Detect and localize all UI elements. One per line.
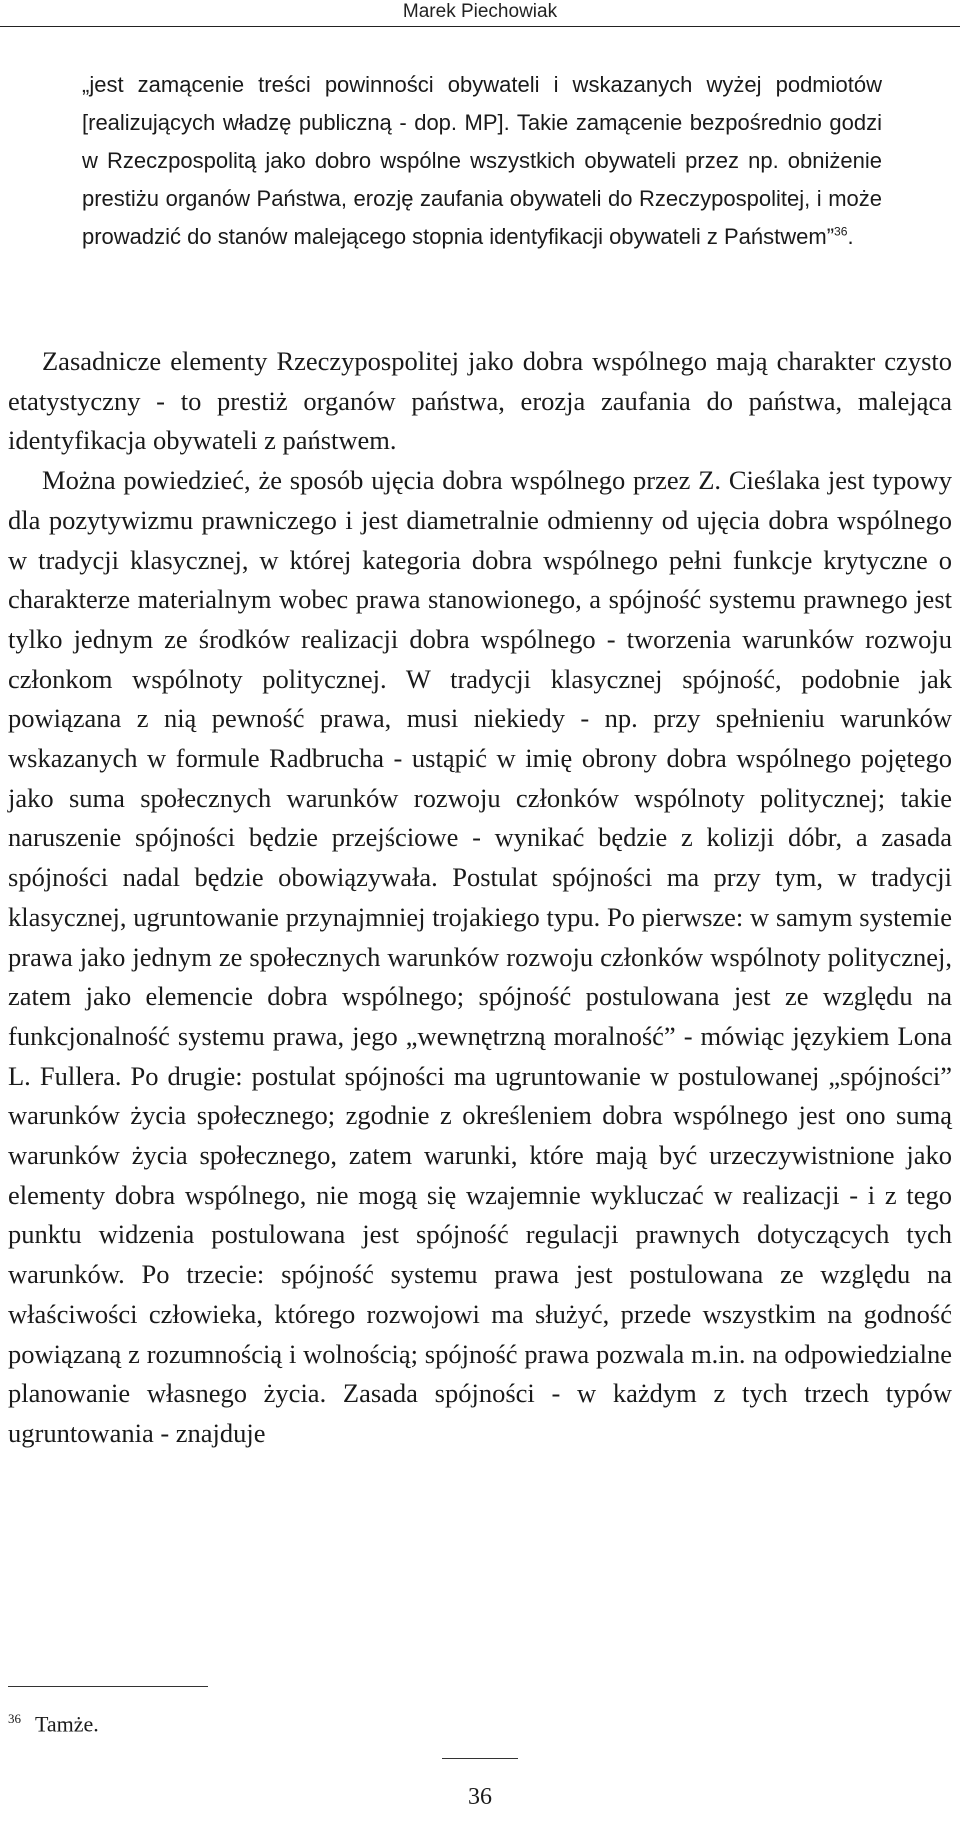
running-head: Marek Piechowiak <box>402 1 558 22</box>
footnote-reference[interactable]: 36 <box>834 224 848 239</box>
footnote <box>8 1704 608 1739</box>
quote-text: „jest zamącenie treści powinności obywateli i wskazanych wyżej podmiotów [realizujących władzę publiczną - dop. MP]. Takie zamącenie bezpośrednio godzi w Rzeczpospolitą jako dobro wspólne wszystkich obywateli przez np. obniżenie prestiżu organów Państwa, erozję zaufania obywateli do Rzeczypospolitej, i może prowadzić do stanów malejącego stopnia identyfikacji obywateli z Państwem” <box>82 72 882 249</box>
main-text <box>8 342 952 1454</box>
page-number-rule <box>442 1758 518 1759</box>
paragraph: Zasadnicze elementy Rzeczypospolitej jako dobra wspólnego mają charakter czysto etatystyczny - to prestiż organów państwa, erozja zaufania do państwa, malejąca identyfikacja obywateli z państwem. <box>8 346 952 456</box>
quote-end: . <box>847 224 854 249</box>
header-rule <box>0 26 960 27</box>
footnote-rule <box>8 1686 208 1687</box>
quote-paragraph <box>82 66 882 256</box>
footnote-text: Tamże. <box>35 1711 99 1737</box>
page-number: 36 <box>468 1784 492 1810</box>
paragraph: Można powiedzieć, że sposób ujęcia dobra wspólnego przez Z. Cieślaka jest typowy dla pozytywizmu prawniczego i jest diametralnie odmienny od ujęcia dobra wspólnego w tradycji klasycznej, w której kategoria dobra wspólnego pełni funkcje krytyczne o charakterze materialnym wobec prawa stanowionego, a spójność systemu prawnego jest tylko jednym ze środków realizacji dobra wspólnego - tworzenia warunków rozwoju członkom wspólnoty politycznej. W tradycji klasycznej spójność, podobnie jak powiązana z nią pewność prawa, musi niekiedy - np. przy spełnieniu warunków wskazanych w formule Radbrucha - ustąpić w imię obrony dobra wspólnego pojętego jako suma społecznych warunków rozwoju członków wspólnoty politycznej; takie naruszenie spójności będzie przejściowe - wynikać będzie z kolizji dóbr, a zasada spójności nadal będzie obowiązywała. Postulat spójności ma przy tym, w tradycji klasycznej, ugruntowanie przynajmniej trojakiego typu. Po pierwsze: w samym systemie prawa jako jednym ze społecznych warunków rozwoju członków wspólnoty politycznej, zatem jako elemencie dobra wspólnego; spójność postulowana jest ze względu na funkcjonalność systemu prawa, jego „wewnętrzną moralność” - mówiąc językiem Lona L. Fullera. Po drugie: postulat spójności ma ugruntowanie w postulowanej „spójności” warunków życia społecznego; zgodnie z określeniem dobra wspólnego jest ono sumą warunków życia społecznego, zatem warunki, które mają być urzeczywistnione jako elementy dobra wspólnego, nie mogą się wzajemnie wykluczać w realizacji - i z tego punktu widzenia postulowana jest spójność regulacji prawnych dotyczących tych warunków. Po trzecie: spójność systemu prawa jest postulowana ze względu na właściwości człowieka, którego rozwojowi ma służyć, przede wszystkim na godność powiązaną z rozumnością i wolnością; spójność prawa pozwala m.in. na odpowiedzialne planowanie własnego życia. Zasada spójności - w każdym z tych trzech typów ugruntowania - znajduje <box>8 465 952 1448</box>
block-quote <box>82 66 882 256</box>
footnote-number: 36 <box>8 1711 21 1726</box>
